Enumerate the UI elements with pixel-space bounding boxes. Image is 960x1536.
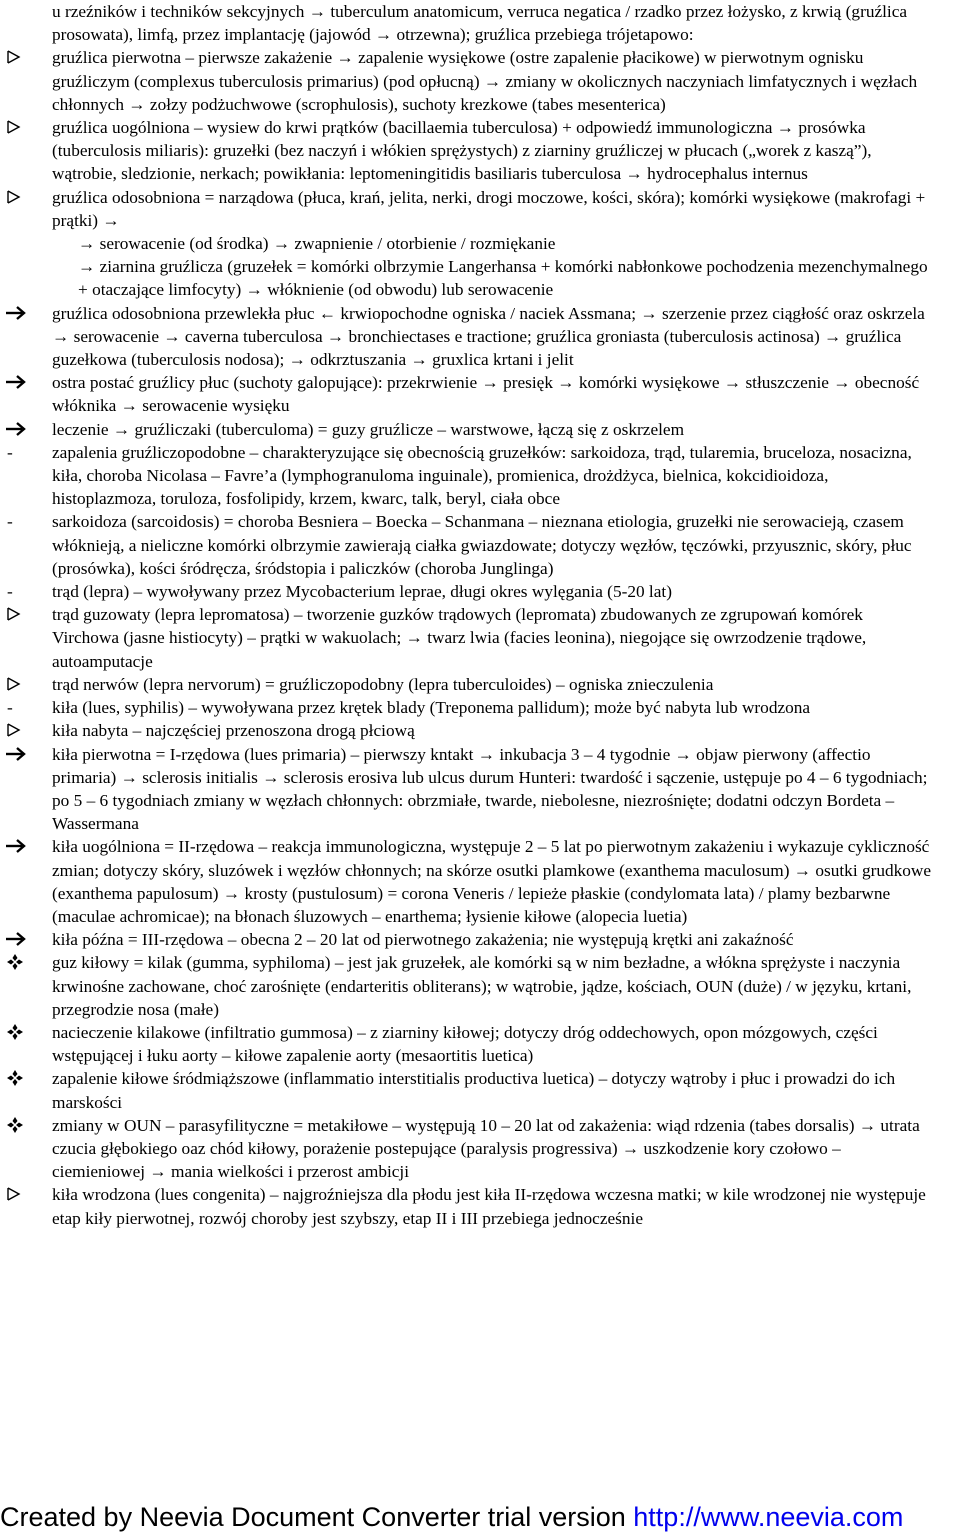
footer-link[interactable]: http://www.neevia.com bbox=[633, 1502, 904, 1532]
list-item bbox=[0, 1021, 960, 1067]
dash-bullet: - bbox=[7, 698, 13, 718]
arrowhead-bullet-icon bbox=[4, 116, 44, 139]
list-item bbox=[0, 0, 960, 46]
bold-arrow-bullet-icon bbox=[4, 371, 44, 394]
list-item-text: zmiany w OUN – parasyfilityczne = metakiłowe – występują 10 – 20 lat od zakażenia: wiąd rdzenia (tabes dorsalis) → utrata czucia głębokiego oaz chód kiłowy, porażenie postepujące (paralysis progressiva) → uszkodzenie kory czołowo – ciemieniowej → mania wielkości i przerost ambicji bbox=[52, 1115, 920, 1182]
list-item bbox=[0, 510, 960, 580]
list-item-text: sarkoidoza (sarcoidosis) = choroba Besniera – Boecka – Schanmana – nieznana etiologia, gruzełki nie serowacieją, czasem włóknieją, a nieliczne komórki olbrzymie zawierają ciałka gwiazdowate; dotyczy węzłów, tęczówki, przyusznic, skóry, płuc (prosówka), kości śródręcza, śródstopia i paliczków (choroba Junglinga) bbox=[52, 512, 912, 578]
list-item bbox=[0, 719, 960, 742]
list-item-text: gruźlica uogólniona – wysiew do krwi prątków (bacillaemia tuberculosa) + odpowiedź immunologiczna → prosówka (tuberculosis miliaris): gruzełki (bez naczyń i włókien sprężystych) z ziarniny gruźliczej w płucach („worek z kaszą”), wątrobie, sledzionie, nerkach; powikłania: leptomeningitidis basiliaris tuberculosa → hydrocephalus internus bbox=[52, 118, 872, 184]
arrowhead-bullet-icon bbox=[4, 1183, 44, 1206]
list-item-text: guz kiłowy = kilak (gumma, syphiloma) – jest jak gruzełek, ale komórki są w nim bezładne, a włókna sprężyste i naczynia krwinośne zachowane, choć zarośnięte (endarteritis obliterans); w wątrobie, jądze, kościach, OUN (duże) / w języku, krtani, przegrodzie nosa (małe) bbox=[52, 953, 912, 1019]
footer-text: Created by Neevia Document Converter trial version bbox=[0, 1502, 634, 1532]
list-item-text: zapalenia gruźliczopodobne – charakteryzujące się obecnością gruzełków: sarkoidoza, trąd, tularemia, bruceloza, nosacizna, kiła, choroba Nicolasa – Favre’a (lymphogranuloma inguinale), promienica, drożdżyca, bielnica, kokcidioidoza, histoplazmoza, toruloza, fosfolipidy, krzem, kwarc, talk, beryl, ciała obce bbox=[52, 442, 912, 509]
list-item-text: kiła (lues, syphilis) – wywoływana przez krętek blady (Treponema pallidum); może być nabyta lub wrodzona bbox=[52, 698, 811, 718]
list-item-text: u rzeźników i techników sekcyjnych → tuberculum anatomicum, verruca negatica / rzadko przez łożysko, z krwią (gruźlica prosowata), limfą, przez implantację (jajowód → otrzewna); gruźlica przebiega trójetapowo: bbox=[52, 2, 908, 45]
list-item bbox=[0, 371, 960, 417]
bold-arrow-bullet-icon bbox=[4, 418, 44, 441]
list-item-text: kiła pierwotna = I-rzędowa (lues primaria) – pierwszy kntakt → inkubacja 3 – 4 tygodnie → objaw pierwony (affectio primaria) → sclerosis initialis → sclerosis erosiva lub ulcus durum Hunteri: twardość i sączenie, ustępuje po 4 – 6 tygodniach; po 5 – 6 tygodniach zmiany w węzłach chłonnych: obrzmiałe, twarde, niebolesne, niezrośnięte; dodatni odczyn Bordeta – Wassermana bbox=[52, 744, 928, 834]
list-item-text: zapalenie kiłowe śródmiąższowe (inflammatio interstitialis productiva luetica) – dotyczy wątroby i płuc i prowadzi do ich marskości bbox=[52, 1069, 896, 1112]
diamond-bullet-icon bbox=[4, 1067, 44, 1090]
list-item-text: kiła nabyta – najczęściej przenoszona drogą płciową bbox=[52, 721, 415, 741]
list-item bbox=[0, 255, 960, 301]
list-item bbox=[0, 418, 960, 441]
list-item-text: gruźlica odosobniona = narządowa (płuca, krań, jelita, nerki, drogi moczowe, kości, skóra); komórki wysiękowe (makrofagi + prątki) → bbox=[52, 187, 926, 230]
diamond-bullet-icon bbox=[4, 951, 44, 974]
list-item-text: gruźlica odosobniona przewlekła płuc ← krwiopochodne ogniska / naciek Assmana; → szerzenie przez ciągłość oraz oskrzela → serowacenie → caverna tuberculosa → bronchiectases e tractione; gruźlica groniasta (tuberculosis actinosa) → gruźlica guzełkowa (tuberculosis nodosa); → odkrztuszania → gruxlica krtani i jelit bbox=[52, 303, 925, 370]
dash-bullet: - bbox=[7, 512, 13, 532]
arrowhead-bullet-icon bbox=[4, 603, 44, 626]
dash-bullet: - bbox=[7, 582, 13, 602]
list-item bbox=[0, 302, 960, 372]
list-item bbox=[0, 1183, 960, 1229]
list-item-text: ostra postać gruźlicy płuc (suchoty galopujące): przekrwienie → presięk → komórki wysiękowe → stłuszczenie → obecność włóknika → serowacenie wysięku bbox=[52, 373, 920, 416]
list-item bbox=[0, 696, 960, 719]
list-item bbox=[0, 580, 960, 603]
bold-arrow-bullet-icon bbox=[4, 835, 44, 858]
bold-arrow-bullet-icon bbox=[4, 743, 44, 766]
list-item bbox=[0, 186, 960, 232]
converter-footer bbox=[0, 1500, 960, 1536]
bold-arrow-bullet-icon bbox=[4, 302, 44, 325]
list-item bbox=[0, 743, 960, 836]
arrowhead-bullet-icon bbox=[4, 673, 44, 696]
list-item bbox=[0, 951, 960, 1021]
arrowhead-bullet-icon bbox=[4, 719, 44, 742]
list-item bbox=[0, 603, 960, 673]
arrowhead-bullet-icon bbox=[4, 46, 44, 69]
list-item bbox=[0, 441, 960, 511]
list-item-text: nacieczenie kilakowe (infiltratio gummosa) – z ziarniny kiłowej; dotyczy dróg oddechowych, opon mózgowych, części wstępującej i łuku aorty – kiłowe zapalenie aorty (mesaortitis luetica) bbox=[52, 1022, 878, 1066]
list-item bbox=[0, 928, 960, 951]
list-item-text: trąd nerwów (lepra nervorum) = gruźliczopodobny (lepra tuberculoides) – ogniska znieczulenia bbox=[52, 674, 714, 694]
list-item-text: → ziarnina gruźlicza (gruzełek = komórki olbrzymie Langerhansa + komórki nabłonkowe pochodzenia mezenchymalnego + otaczające limfocyty) → włóknienie (od obwodu) lub serowacenie bbox=[78, 257, 928, 300]
list-item bbox=[0, 1114, 960, 1184]
list-item bbox=[0, 1067, 960, 1113]
diamond-bullet-icon bbox=[4, 1114, 44, 1137]
list-item-text: leczenie → gruźliczaki (tuberculoma) = guzy gruźlicze – warstwowe, łączą się z oskrzelem bbox=[52, 419, 685, 439]
list-item bbox=[0, 835, 960, 928]
arrowhead-bullet-icon bbox=[4, 186, 44, 209]
list-item-text: trąd (lepra) – wywoływany przez Mycobacterium leprae, długi okres wylęgania (5-20 lat) bbox=[52, 582, 672, 602]
list-item-text: kiła wrodzona (lues congenita) – najgroźniejsza dla płodu jest kiła II-rzędowa wczesna matki; w kile wrodzonej nie występuje etap kiły pierwotnej, rozwój choroby jest szybszy, etap II i III przebiega jednocześnie bbox=[52, 1185, 926, 1228]
list-item bbox=[0, 46, 960, 116]
bold-arrow-bullet-icon bbox=[4, 928, 44, 951]
diamond-bullet-icon bbox=[4, 1021, 44, 1044]
list-item-text: kiła uogólniona = II-rzędowa – reakcja immunologiczna, występuje 2 – 5 lat po pierwotnym zakażeniu i wykazuje cykliczność zmian; dotyczy skóry, sluzówek i węzłów chłonnych; na skórze osutki plamkowe (exanthema maculosum) → osutki grudkowe (exanthema papulosum) → krosty (pustulosum) = corona Veneris / lepieże płaskie (condylomata lata) / plamy bezbarwne (maculae achromicae); na błonach śluzowych – enarthema; łysienie kiłowe (alopecia luetia) bbox=[52, 837, 932, 926]
dash-bullet: - bbox=[7, 442, 13, 462]
list-item-text: trąd guzowaty (lepra lepromatosa) – tworzenie guzków trądowych (lepromata) zbudowanych ze zgrupowań komórek Virchowa (jasne histiocyty) – prątki w wakuolach; → twarz lwia (facies leonina), niegojące się owrzodzenie trądowe, autoamputacje bbox=[52, 605, 867, 671]
list-item-text: gruźlica pierwotna – pierwsze zakażenie → zapalenie wysiękowe (ostre zapalenie płacikowe) w pierwotnym ognisku gruźliczym (complexus tuberculosis primarius) (pod opłucną) → zmiany w okolicznych naczyniach limfatycznych i węzłach chłonnych → zołzy podżuchwowe (scrophulosis), suchoty krezkowe (tabes mesenterica) bbox=[52, 48, 918, 114]
list-item bbox=[0, 232, 960, 255]
list-item bbox=[0, 673, 960, 696]
list-item bbox=[0, 116, 960, 186]
list-item-text: kiła późna = III-rzędowa – obecna 2 – 20 lat od pierwotnego zakażenia; nie występują krętki ani zakaźność bbox=[52, 930, 794, 950]
list-item-text: → serowacenie (od środka) → zwapnienie / otorbienie / rozmiękanie bbox=[78, 234, 556, 254]
